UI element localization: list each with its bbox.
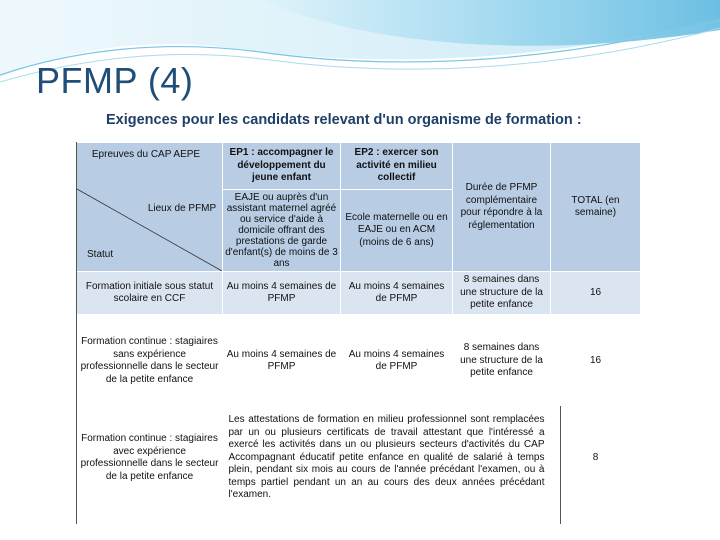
- row-total: 16: [551, 272, 641, 315]
- row-merged-note: Les attestations de formation en milieu professionnel sont remplacées par un ou plusieurs certificats de travail attestant que l'intéressé a exercé les activités dans un ou plusieurs secteurs d'activités du CAP Accompagnant éducatif petite enfance en qualité de salarié à temps plein, pendant six mois au cours de l'année précédant l'examen, ou à temps partiel pendant un an au cours des deux années précédant l'examen.: [223, 407, 551, 509]
- row-total: 8: [551, 407, 641, 509]
- row-ep2: Au moins 4 semaines de PFMP: [341, 315, 453, 408]
- table-header-row: [77, 143, 641, 190]
- header-ep1-lieux: EAJE ou auprès d'un assistant maternel agréé ou service d'aide à domicile offrant des prestations de garde d'enfant(s) de moins de 3 ans: [223, 190, 341, 272]
- table-left-border: [76, 142, 77, 524]
- table-row: [77, 272, 641, 315]
- row-duree: 8 semaines dans une structure de la petite enfance: [453, 315, 551, 408]
- header-ep2: EP2 : exercer son activité en milieu collectif: [341, 143, 453, 190]
- row-ep1: Au moins 4 semaines de PFMP: [223, 315, 341, 408]
- row-total: 16: [551, 315, 641, 408]
- slide-subtitle: Exigences pour les candidats relevant d'un organisme de formation :: [106, 112, 582, 128]
- row-statut: Formation initiale sous statut scolaire en CCF: [77, 272, 223, 315]
- pfmp-requirements-table: [76, 142, 641, 509]
- header-duree: Durée de PFMP complémentaire pour répondre à la réglementation: [453, 143, 551, 272]
- row-duree: 8 semaines dans une structure de la petite enfance: [453, 272, 551, 315]
- row-ep1: Au moins 4 semaines de PFMP: [223, 272, 341, 315]
- slide-title: PFMP (4): [36, 60, 194, 101]
- header-epreuves-label: Epreuves du CAP AEPE: [91, 149, 201, 160]
- header-corner-cell: [77, 143, 223, 272]
- header-ep2-lieux: Ecole maternelle ou en EAJE ou en ACM (moins de 6 ans): [341, 190, 453, 272]
- row-statut: Formation continue : stagiaires sans expérience professionnelle dans le secteur de la petite enfance: [77, 315, 223, 408]
- table-row: [77, 407, 641, 509]
- table-row: [77, 315, 641, 408]
- table-right-inner-border: [560, 406, 561, 524]
- header-lieux-label: Lieux de PFMP: [147, 203, 217, 214]
- header-total: TOTAL (en semaine): [551, 143, 641, 272]
- header-ep1: EP1 : accompagner le développement du jeune enfant: [223, 143, 341, 190]
- row-ep2: Au moins 4 semaines de PFMP: [341, 272, 453, 315]
- row-statut: Formation continue : stagiaires avec expérience professionnelle dans le secteur de la petite enfance: [77, 407, 223, 509]
- header-statut-label: Statut: [87, 249, 114, 260]
